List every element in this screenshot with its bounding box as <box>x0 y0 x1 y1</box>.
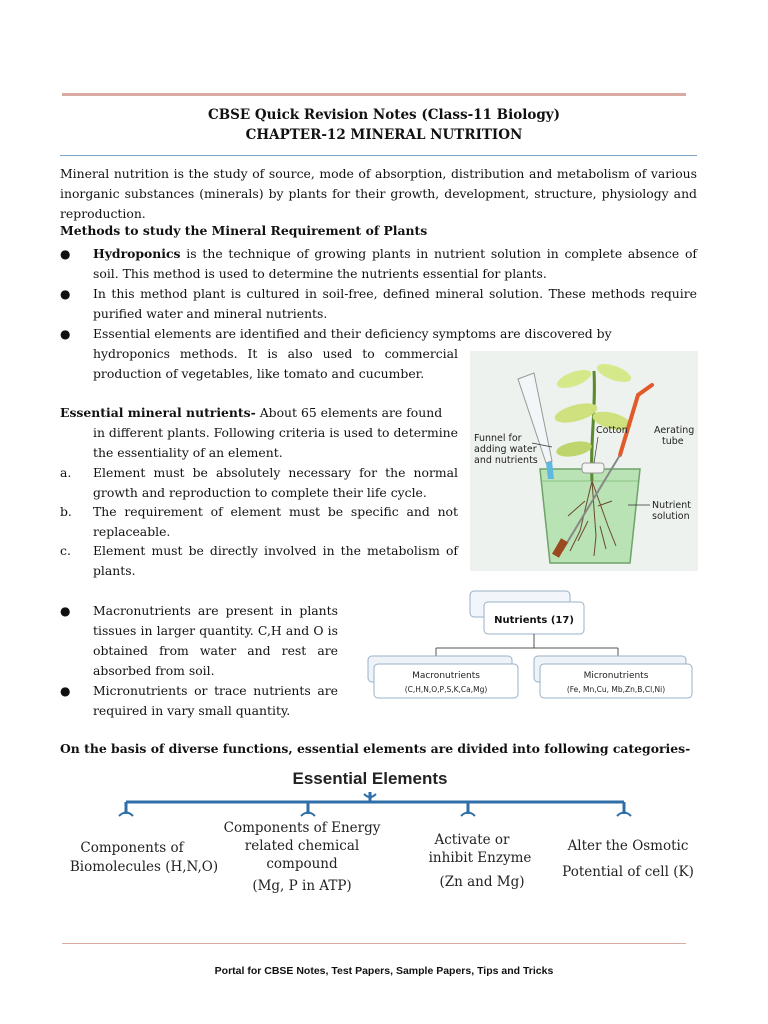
document-title: CBSE Quick Revision Notes (Class-11 Biology) <box>207 107 560 123</box>
essential-heading: Essential mineral nutrients- <box>60 405 256 420</box>
title-divider <box>60 155 697 156</box>
criterion-label: b. <box>60 504 72 519</box>
bullet-icon: ● <box>60 327 71 341</box>
macro-list: (C,H,N,O,P,S,K,Ca,Mg) <box>404 685 488 694</box>
methods-heading: Methods to study the Mineral Requirement of Plants <box>60 223 428 238</box>
micro-text: Micronutrients or trace nutrients are required in vary small quantity. <box>93 683 338 718</box>
connector-cap <box>617 813 631 817</box>
basis-text: On the basis of diverse functions, essential elements are divided into following categories- <box>60 741 691 756</box>
funnel-label: adding water <box>474 444 537 455</box>
hydroponics-text: is the technique of growing plants in nutrient solution in complete absence of soil. This method is used to determine the nutrients essential for plants. <box>93 246 697 281</box>
bullet-icon: ● <box>60 287 71 301</box>
list-item <box>60 463 458 503</box>
connector-cap <box>119 813 133 817</box>
essential-heading-block <box>60 403 458 463</box>
hydroponics-term: Hydroponics <box>93 246 181 261</box>
list-item <box>60 502 458 542</box>
footer-text: Portal for CBSE Notes, Test Papers, Sample Papers, Tips and Tricks <box>214 965 554 977</box>
intro-paragraph: Mineral nutrition is the study of source, mode of absorption, distribution and metabolism of various inorganic substances (minerals) by plants for their growth, development, structure, physiology and reproduction. <box>60 166 697 221</box>
category-biomolecules: Components of <box>80 840 184 856</box>
category-energy: Components of Energy <box>223 820 381 836</box>
footer-divider <box>62 943 686 944</box>
cotton-label: Cotton <box>596 425 628 436</box>
list-item <box>60 284 697 324</box>
list-item <box>60 244 697 284</box>
macro-text: Macronutrients are present in plants tissues in larger quantity. C,H and O is obtained from water and rest are absorbed from soil. <box>93 603 338 678</box>
criterion-label: c. <box>60 543 71 558</box>
nutrients-diagram <box>366 588 696 708</box>
list-item <box>60 601 338 681</box>
category-energy: (Mg, P in ATP) <box>252 878 352 894</box>
aerating-label: tube <box>662 436 684 447</box>
top-divider <box>62 93 686 96</box>
category-enzyme: Activate or <box>434 832 510 848</box>
connector-cap <box>301 813 315 817</box>
bullet-icon: ● <box>60 684 71 698</box>
macro-title: Macronutrients <box>412 671 480 681</box>
essential-elements-title: Essential Elements <box>292 769 448 788</box>
essential-elements-diagram <box>60 762 710 912</box>
essential-heading-cont: in different plants. Following criteria is used to determine the essentiality of an element. <box>93 425 458 460</box>
category-energy: compound <box>266 856 338 872</box>
category-biomolecules: Biomolecules (H,N,O) <box>69 859 219 875</box>
nutrient-label: solution <box>652 511 690 522</box>
cotton-icon <box>582 463 604 473</box>
category-osmotic: Potential of cell (K) <box>562 864 694 880</box>
micro-list: (Fe, Mn,Cu, Mb,Zn,B,Cl,Ni) <box>566 685 666 694</box>
bullet-icon: ● <box>60 247 71 261</box>
method-text: In this method plant is cultured in soil-free, defined mineral solution. These methods require purified water and mineral nutrients. <box>93 286 697 321</box>
micro-title: Micronutrients <box>583 671 649 681</box>
category-energy: related chemical <box>244 838 360 854</box>
category-osmotic: Alter the Osmotic <box>567 838 689 854</box>
category-enzyme: (Zn and Mg) <box>439 874 525 890</box>
essential-id-text-cont: hydroponics methods. It is also used to commercial production of vegetables, like tomato and cucumber. <box>93 346 458 381</box>
essential-id-text: Essential elements are identified and their deficiency symptoms are discovered by <box>93 326 612 341</box>
essential-heading-text: About 65 elements are found <box>255 405 443 420</box>
list-item <box>60 681 338 721</box>
criterion-text: Element must be directly involved in the metabolism of plants. <box>93 543 458 578</box>
bullet-icon: ● <box>60 604 71 618</box>
category-enzyme: inhibit Enzyme <box>428 850 532 866</box>
connector-cap <box>461 813 475 817</box>
nutrient-label: Nutrient <box>652 500 691 511</box>
chapter-title: CHAPTER-12 MINERAL NUTRITION <box>245 127 523 143</box>
funnel-label: and nutrients <box>474 455 538 466</box>
criterion-label: a. <box>60 465 72 480</box>
aerating-label: Aerating <box>654 425 695 436</box>
funnel-label: Funnel for <box>474 433 522 444</box>
list-item <box>60 324 697 344</box>
hydroponics-figure <box>470 351 698 571</box>
list-item <box>60 541 458 581</box>
criterion-text: The requirement of element must be specific and not replaceable. <box>93 504 458 539</box>
criterion-text: Element must be absolutely necessary for the normal growth and reproduction to complete their life cycle. <box>93 465 458 500</box>
nutrients-root-label: Nutrients (17) <box>494 615 574 626</box>
